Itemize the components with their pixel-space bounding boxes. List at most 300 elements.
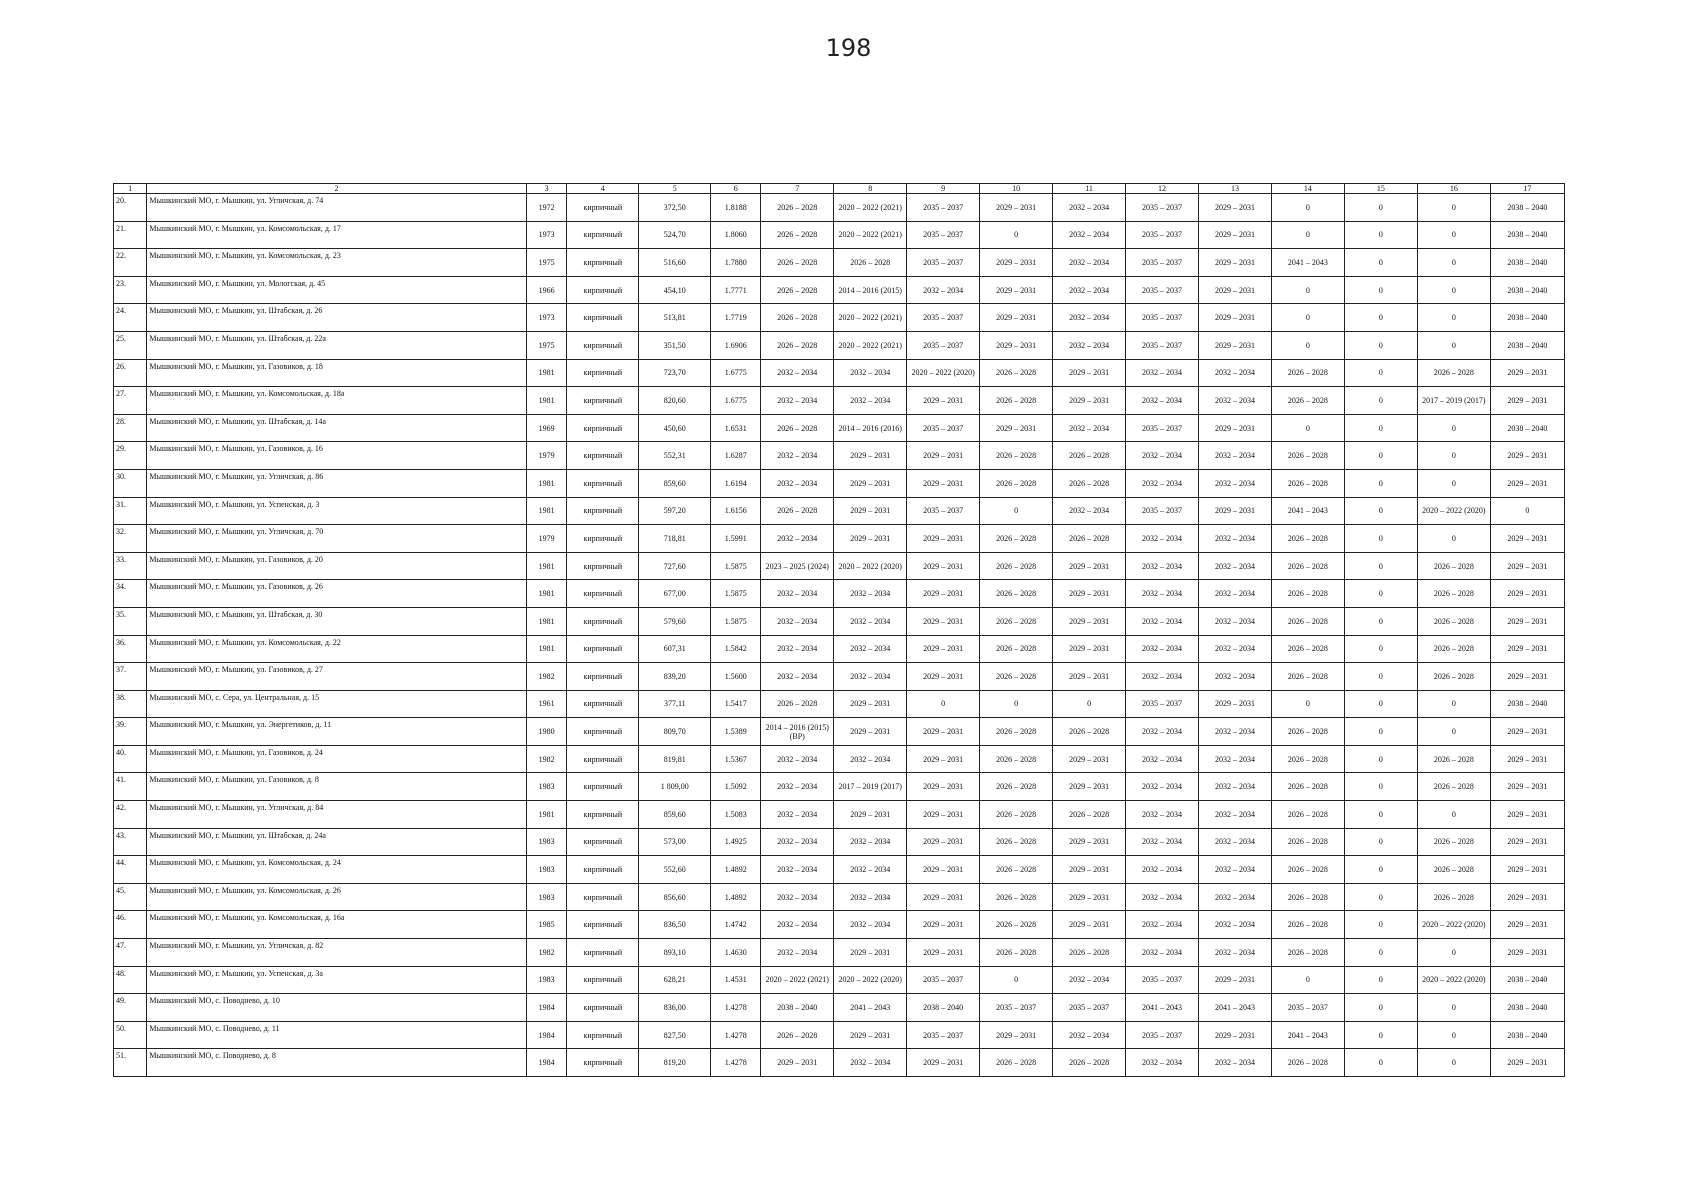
table-cell: 1985 [526, 911, 567, 939]
table-cell: 2032 – 2034 [1126, 1049, 1199, 1077]
table-cell: 516,60 [639, 249, 711, 277]
table-cell: 2014 – 2016 (2015) (ВР) [761, 718, 834, 746]
table-cell: 2032 – 2034 [1126, 745, 1199, 773]
table-cell: 2026 – 2028 [1053, 442, 1126, 470]
table-cell: 2029 – 2031 [1490, 525, 1564, 553]
table-cell: 1.4892 [711, 856, 761, 884]
table-cell: 2026 – 2028 [1053, 525, 1126, 553]
table-cell: 2038 – 2040 [1490, 194, 1564, 222]
table-row [114, 359, 1565, 387]
table-cell: 2026 – 2028 [980, 607, 1053, 635]
row-number: 37. [114, 663, 147, 691]
table-cell: 1983 [526, 966, 567, 994]
table-cell: 2026 – 2028 [980, 635, 1053, 663]
table-cell: кирпичный [567, 773, 639, 801]
table-cell: 1.4278 [711, 1049, 761, 1077]
table-cell: 2026 – 2028 [980, 1049, 1053, 1077]
address-cell: Мышкинский МО, г. Мышкин, ул. Мологская, д. 45 [147, 276, 526, 304]
table-cell: 859,60 [639, 469, 711, 497]
table-cell: кирпичный [567, 635, 639, 663]
table-cell: 2029 – 2031 [980, 304, 1053, 332]
table-cell: 2026 – 2028 [1417, 359, 1490, 387]
table-cell: 2029 – 2031 [1053, 552, 1126, 580]
table-cell: 2038 – 2040 [1490, 276, 1564, 304]
table-cell: 2026 – 2028 [1053, 469, 1126, 497]
table-row [114, 194, 1565, 222]
table-cell: 0 [1417, 414, 1490, 442]
table-row [114, 552, 1565, 580]
table-cell: 2032 – 2034 [834, 828, 907, 856]
table-cell: 0 [1344, 442, 1417, 470]
table-cell: 2032 – 2034 [761, 469, 834, 497]
table-cell: 2026 – 2028 [1271, 939, 1344, 967]
table-cell: 1.4925 [711, 828, 761, 856]
table-cell: 1.4278 [711, 994, 761, 1022]
table-cell: 2026 – 2028 [980, 525, 1053, 553]
table-cell: 2032 – 2034 [761, 635, 834, 663]
table-cell: 2035 – 2037 [907, 304, 980, 332]
table-cell: 2032 – 2034 [761, 663, 834, 691]
table-cell: 2029 – 2031 [1053, 911, 1126, 939]
address-cell: Мышкинский МО, г. Мышкин, ул. Штабская, д. 22а [147, 331, 526, 359]
table-cell: 1984 [526, 994, 567, 1022]
table-cell: 1982 [526, 663, 567, 691]
table-cell: кирпичный [567, 939, 639, 967]
table-cell: 2032 – 2034 [1053, 497, 1126, 525]
table-cell: 2032 – 2034 [761, 773, 834, 801]
table-cell: 2029 – 2031 [907, 718, 980, 746]
table-row [114, 1021, 1565, 1049]
table-cell: 1975 [526, 249, 567, 277]
table-cell: 2029 – 2031 [1490, 359, 1564, 387]
table-cell: 2026 – 2028 [980, 828, 1053, 856]
table-cell: 2026 – 2028 [761, 194, 834, 222]
table-row [114, 773, 1565, 801]
table-cell: 2029 – 2031 [907, 635, 980, 663]
address-cell: Мышкинский МО, г. Мышкин, ул. Газовиков, д. 26 [147, 580, 526, 608]
table-cell: кирпичный [567, 690, 639, 718]
table-cell: 372,50 [639, 194, 711, 222]
table-cell: 2029 – 2031 [1199, 414, 1272, 442]
table-cell: 2032 – 2034 [1053, 249, 1126, 277]
table-cell: 0 [1344, 856, 1417, 884]
table-cell: 2035 – 2037 [907, 194, 980, 222]
table-cell: 2026 – 2028 [1271, 801, 1344, 829]
table-cell: 0 [1417, 939, 1490, 967]
table-cell: 2029 – 2031 [834, 442, 907, 470]
table-cell: 2029 – 2031 [1490, 635, 1564, 663]
table-row [114, 221, 1565, 249]
table-cell: 1984 [526, 1049, 567, 1077]
table-cell: 0 [1344, 359, 1417, 387]
table-cell: 836,00 [639, 994, 711, 1022]
row-number: 29. [114, 442, 147, 470]
table-cell: 2029 – 2031 [907, 387, 980, 415]
housing-register-table [113, 183, 1565, 1077]
table-cell: 2038 – 2040 [1490, 994, 1564, 1022]
table-row [114, 966, 1565, 994]
table-cell: 0 [1417, 801, 1490, 829]
table-cell: 1.4531 [711, 966, 761, 994]
table-cell: 809,70 [639, 718, 711, 746]
table-cell: 2032 – 2034 [1199, 442, 1272, 470]
table-cell: 1.6287 [711, 442, 761, 470]
table-cell: 2026 – 2028 [1271, 773, 1344, 801]
table-cell: 2029 – 2031 [907, 442, 980, 470]
table-cell: 1981 [526, 497, 567, 525]
table-cell: 2026 – 2028 [1417, 773, 1490, 801]
table-row [114, 1049, 1565, 1077]
table-cell: 0 [1490, 497, 1564, 525]
table-cell: 2026 – 2028 [980, 883, 1053, 911]
table-cell: 2035 – 2037 [1126, 304, 1199, 332]
table-cell: 2029 – 2031 [1490, 387, 1564, 415]
table-cell: 2026 – 2028 [1271, 469, 1344, 497]
row-number: 27. [114, 387, 147, 415]
table-row [114, 249, 1565, 277]
address-cell: Мышкинский МО, г. Мышкин, ул. Газовиков, д. 18 [147, 359, 526, 387]
address-cell: Мышкинский МО, г. Мышкин, ул. Комсомольская, д. 24 [147, 856, 526, 884]
table-cell: 2032 – 2034 [1126, 387, 1199, 415]
table-cell: 2038 – 2040 [1490, 249, 1564, 277]
table-cell: 2032 – 2034 [1126, 525, 1199, 553]
table-cell: кирпичный [567, 663, 639, 691]
column-number-header-row [114, 184, 1565, 194]
table-cell: 0 [1344, 718, 1417, 746]
table-cell: 2026 – 2028 [1053, 939, 1126, 967]
table-cell: 2029 – 2031 [1053, 387, 1126, 415]
table-cell: 2032 – 2034 [834, 663, 907, 691]
table-cell: 2020 – 2022 (2020) [834, 552, 907, 580]
table-cell: 2032 – 2034 [761, 939, 834, 967]
table-cell: 2026 – 2028 [834, 249, 907, 277]
table-cell: 2026 – 2028 [1271, 1049, 1344, 1077]
row-number: 39. [114, 718, 147, 746]
page-number: 198 [825, 34, 872, 62]
table-cell: 2032 – 2034 [834, 359, 907, 387]
table-cell: 0 [980, 690, 1053, 718]
table-cell: 2038 – 2040 [1490, 414, 1564, 442]
table-cell: 2029 – 2031 [1199, 497, 1272, 525]
table-cell: 0 [1344, 994, 1417, 1022]
table-cell: 2029 – 2031 [1053, 635, 1126, 663]
table-cell: 2032 – 2034 [1126, 828, 1199, 856]
table-cell: 2035 – 2037 [1126, 497, 1199, 525]
table-body [114, 194, 1565, 1077]
row-number: 21. [114, 221, 147, 249]
table-cell: 1.5875 [711, 607, 761, 635]
table-cell: 819,20 [639, 1049, 711, 1077]
row-number: 26. [114, 359, 147, 387]
table-cell: 2032 – 2034 [1126, 552, 1199, 580]
table-cell: 0 [1271, 414, 1344, 442]
table-cell: 0 [1344, 607, 1417, 635]
column-number: 16 [1417, 184, 1490, 194]
table-cell: 1.7880 [711, 249, 761, 277]
table-cell: 2026 – 2028 [980, 442, 1053, 470]
table-cell: 2032 – 2034 [761, 883, 834, 911]
row-number: 44. [114, 856, 147, 884]
table-cell: 2035 – 2037 [1053, 994, 1126, 1022]
column-number: 2 [147, 184, 526, 194]
table-cell: 2026 – 2028 [761, 1021, 834, 1049]
table-cell: 2032 – 2034 [1199, 883, 1272, 911]
row-number: 49. [114, 994, 147, 1022]
table-cell: 839,20 [639, 663, 711, 691]
table-cell: 2029 – 2031 [907, 607, 980, 635]
table-cell: 2032 – 2034 [1053, 276, 1126, 304]
column-number: 6 [711, 184, 761, 194]
table-cell: 1981 [526, 801, 567, 829]
table-cell: 2026 – 2028 [1271, 911, 1344, 939]
table-row [114, 994, 1565, 1022]
table-cell: 1.5875 [711, 552, 761, 580]
table-cell: 2026 – 2028 [761, 690, 834, 718]
table-cell: 2029 – 2031 [1490, 607, 1564, 635]
table-cell: кирпичный [567, 442, 639, 470]
table-cell: 2029 – 2031 [834, 497, 907, 525]
table-cell: 1982 [526, 939, 567, 967]
table-row [114, 469, 1565, 497]
column-number: 1 [114, 184, 147, 194]
table-cell: 0 [1417, 1021, 1490, 1049]
table-cell: 2035 – 2037 [1126, 690, 1199, 718]
address-cell: Мышкинский МО, с. Поводнево, д. 8 [147, 1049, 526, 1077]
table-cell: 628,21 [639, 966, 711, 994]
table-cell: 1.5842 [711, 635, 761, 663]
column-number: 5 [639, 184, 711, 194]
table-cell: 1981 [526, 387, 567, 415]
table-cell: 2026 – 2028 [1417, 635, 1490, 663]
table-row [114, 525, 1565, 553]
address-cell: Мышкинский МО, г. Мышкин, ул. Штабская, д. 14а [147, 414, 526, 442]
row-number: 34. [114, 580, 147, 608]
table-cell: 2029 – 2031 [1490, 801, 1564, 829]
address-cell: Мышкинский МО, г. Мышкин, ул. Угличская, д. 70 [147, 525, 526, 553]
table-cell: 2038 – 2040 [1490, 331, 1564, 359]
table-cell: 0 [980, 221, 1053, 249]
table-cell: 2029 – 2031 [761, 1049, 834, 1077]
table-cell: 2032 – 2034 [1199, 552, 1272, 580]
table-cell: 2026 – 2028 [980, 469, 1053, 497]
table-cell: кирпичный [567, 883, 639, 911]
table-row [114, 331, 1565, 359]
table-cell: 2026 – 2028 [980, 939, 1053, 967]
table-cell: 0 [1344, 635, 1417, 663]
table-cell: кирпичный [567, 387, 639, 415]
table-cell: 2029 – 2031 [1053, 883, 1126, 911]
table-cell: 1.6775 [711, 359, 761, 387]
table-cell: 2038 – 2040 [1490, 304, 1564, 332]
table-cell: 0 [980, 966, 1053, 994]
table-cell: 2029 – 2031 [1199, 1021, 1272, 1049]
table-cell: кирпичный [567, 718, 639, 746]
table-cell: 2026 – 2028 [1271, 525, 1344, 553]
row-number: 40. [114, 745, 147, 773]
address-cell: Мышкинский МО, г. Мышкин, ул. Энергетиков, д. 11 [147, 718, 526, 746]
table-cell: 2032 – 2034 [761, 828, 834, 856]
table-cell: 2035 – 2037 [1126, 1021, 1199, 1049]
table-cell: 1.6194 [711, 469, 761, 497]
table-cell: 2029 – 2031 [1199, 221, 1272, 249]
table-cell: кирпичный [567, 1021, 639, 1049]
table-cell: 2029 – 2031 [980, 276, 1053, 304]
table-cell: 2020 – 2022 (2021) [834, 194, 907, 222]
table-cell: 1961 [526, 690, 567, 718]
table-cell: 2032 – 2034 [1199, 718, 1272, 746]
table-cell: 2032 – 2034 [1199, 359, 1272, 387]
address-cell: Мышкинский МО, г. Мышкин, ул. Газовиков, д. 16 [147, 442, 526, 470]
table-cell: 2032 – 2034 [1199, 856, 1272, 884]
column-number: 4 [567, 184, 639, 194]
table-cell: 0 [1417, 249, 1490, 277]
table-cell: 2032 – 2034 [1126, 939, 1199, 967]
table-cell: 718,81 [639, 525, 711, 553]
table-cell: 1.5600 [711, 663, 761, 691]
table-cell: 0 [1344, 525, 1417, 553]
table-cell: 2020 – 2022 (2020) [907, 359, 980, 387]
table-cell: 0 [1271, 194, 1344, 222]
table-cell: 2032 – 2034 [1199, 939, 1272, 967]
column-number: 10 [980, 184, 1053, 194]
row-number: 31. [114, 497, 147, 525]
table-cell: 2035 – 2037 [1126, 276, 1199, 304]
table-cell: 552,60 [639, 856, 711, 884]
table-cell: 0 [907, 690, 980, 718]
table-cell: кирпичный [567, 414, 639, 442]
table-cell: 2029 – 2031 [1490, 442, 1564, 470]
row-number: 30. [114, 469, 147, 497]
row-number: 47. [114, 939, 147, 967]
table-cell: 524,70 [639, 221, 711, 249]
address-cell: Мышкинский МО, г. Мышкин, ул. Комсомольская, д. 22 [147, 635, 526, 663]
table-row [114, 607, 1565, 635]
table-cell: 0 [1417, 1049, 1490, 1077]
table-cell: 2029 – 2031 [1490, 745, 1564, 773]
table-cell: 2029 – 2031 [1490, 718, 1564, 746]
table-cell: 2032 – 2034 [834, 607, 907, 635]
address-cell: Мышкинский МО, г. Мышкин, ул. Успенская, д. 3а [147, 966, 526, 994]
table-cell: 0 [1417, 304, 1490, 332]
address-cell: Мышкинский МО, г. Мышкин, ул. Комсомольская, д. 23 [147, 249, 526, 277]
table-cell: 2032 – 2034 [1199, 663, 1272, 691]
row-number: 28. [114, 414, 147, 442]
row-number: 48. [114, 966, 147, 994]
table-cell: 1973 [526, 221, 567, 249]
table-cell: кирпичный [567, 249, 639, 277]
table-cell: 1983 [526, 856, 567, 884]
table-cell: 2029 – 2031 [1490, 911, 1564, 939]
table-cell: 0 [1344, 304, 1417, 332]
table-cell: 2032 – 2034 [834, 635, 907, 663]
table-cell: 1.5875 [711, 580, 761, 608]
table-cell: 2029 – 2031 [907, 580, 980, 608]
table-cell: 0 [1417, 525, 1490, 553]
table-cell: 1983 [526, 828, 567, 856]
table-cell: кирпичный [567, 1049, 639, 1077]
table-cell: 2029 – 2031 [907, 883, 980, 911]
table-cell: 2029 – 2031 [1199, 690, 1272, 718]
table-cell: 2029 – 2031 [1199, 331, 1272, 359]
table-cell: кирпичный [567, 497, 639, 525]
table-cell: 2026 – 2028 [761, 414, 834, 442]
table-cell: 2032 – 2034 [1199, 525, 1272, 553]
table-cell: кирпичный [567, 828, 639, 856]
row-number: 32. [114, 525, 147, 553]
table-cell: 2032 – 2034 [1126, 442, 1199, 470]
table-cell: 2029 – 2031 [1490, 828, 1564, 856]
table-cell: 0 [1344, 773, 1417, 801]
table-cell: 2035 – 2037 [1126, 194, 1199, 222]
table-cell: 2029 – 2031 [1199, 966, 1272, 994]
table-cell: 1.6156 [711, 497, 761, 525]
table-cell: 2029 – 2031 [1490, 883, 1564, 911]
table-cell: 0 [1271, 221, 1344, 249]
table-cell: 2035 – 2037 [907, 221, 980, 249]
table-cell: 2035 – 2037 [907, 249, 980, 277]
table-cell: 2032 – 2034 [1126, 635, 1199, 663]
table-cell: 0 [1053, 690, 1126, 718]
table-cell: 2041 – 2043 [1199, 994, 1272, 1022]
table-cell: 2032 – 2034 [1126, 773, 1199, 801]
row-number: 51. [114, 1049, 147, 1077]
table-cell: 2032 – 2034 [1053, 1021, 1126, 1049]
table-cell: 2026 – 2028 [1417, 883, 1490, 911]
table-cell: 2026 – 2028 [980, 911, 1053, 939]
table-cell: 2020 – 2022 (2021) [834, 304, 907, 332]
table-cell: 2038 – 2040 [761, 994, 834, 1022]
address-cell: Мышкинский МО, г. Мышкин, ул. Штабская, д. 26 [147, 304, 526, 332]
table-cell: 2020 – 2022 (2020) [1417, 966, 1490, 994]
table-cell: 1.8060 [711, 221, 761, 249]
table-cell: кирпичный [567, 911, 639, 939]
table-cell: 827,50 [639, 1021, 711, 1049]
table-cell: 2029 – 2031 [1490, 663, 1564, 691]
table-cell: 2020 – 2022 (2020) [1417, 911, 1490, 939]
table-cell: 2032 – 2034 [1199, 469, 1272, 497]
table-cell: 1966 [526, 276, 567, 304]
table-cell: 0 [1417, 331, 1490, 359]
table-cell: 2026 – 2028 [1271, 718, 1344, 746]
table-cell: 1.7771 [711, 276, 761, 304]
column-number: 11 [1053, 184, 1126, 194]
table-cell: 2032 – 2034 [1053, 221, 1126, 249]
table-cell: 2032 – 2034 [1199, 635, 1272, 663]
address-cell: Мышкинский МО, г. Мышкин, ул. Газовиков, д. 20 [147, 552, 526, 580]
table-cell: 1.5991 [711, 525, 761, 553]
address-cell: Мышкинский МО, г. Мышкин, ул. Газовиков, д. 24 [147, 745, 526, 773]
table-cell: 2029 – 2031 [1490, 552, 1564, 580]
row-number: 46. [114, 911, 147, 939]
table-cell: 2020 – 2022 (2020) [834, 966, 907, 994]
table-cell: 454,10 [639, 276, 711, 304]
table-cell: 2029 – 2031 [1199, 194, 1272, 222]
address-cell: Мышкинский МО, г. Мышкин, ул. Комсомольская, д. 16а [147, 911, 526, 939]
table-cell: 597,20 [639, 497, 711, 525]
table-cell: 0 [1417, 994, 1490, 1022]
table-cell: 2026 – 2028 [761, 331, 834, 359]
table-cell: 2023 – 2025 (2024) [761, 552, 834, 580]
row-number: 38. [114, 690, 147, 718]
address-cell: Мышкинский МО, с. Поводнево, д. 10 [147, 994, 526, 1022]
table-cell: 2032 – 2034 [761, 745, 834, 773]
table-cell: 1.4278 [711, 1021, 761, 1049]
table-cell: 2029 – 2031 [834, 801, 907, 829]
table-cell: 2026 – 2028 [1053, 718, 1126, 746]
table-cell: кирпичный [567, 525, 639, 553]
table-cell: 2026 – 2028 [1271, 883, 1344, 911]
table-cell: 0 [1344, 580, 1417, 608]
